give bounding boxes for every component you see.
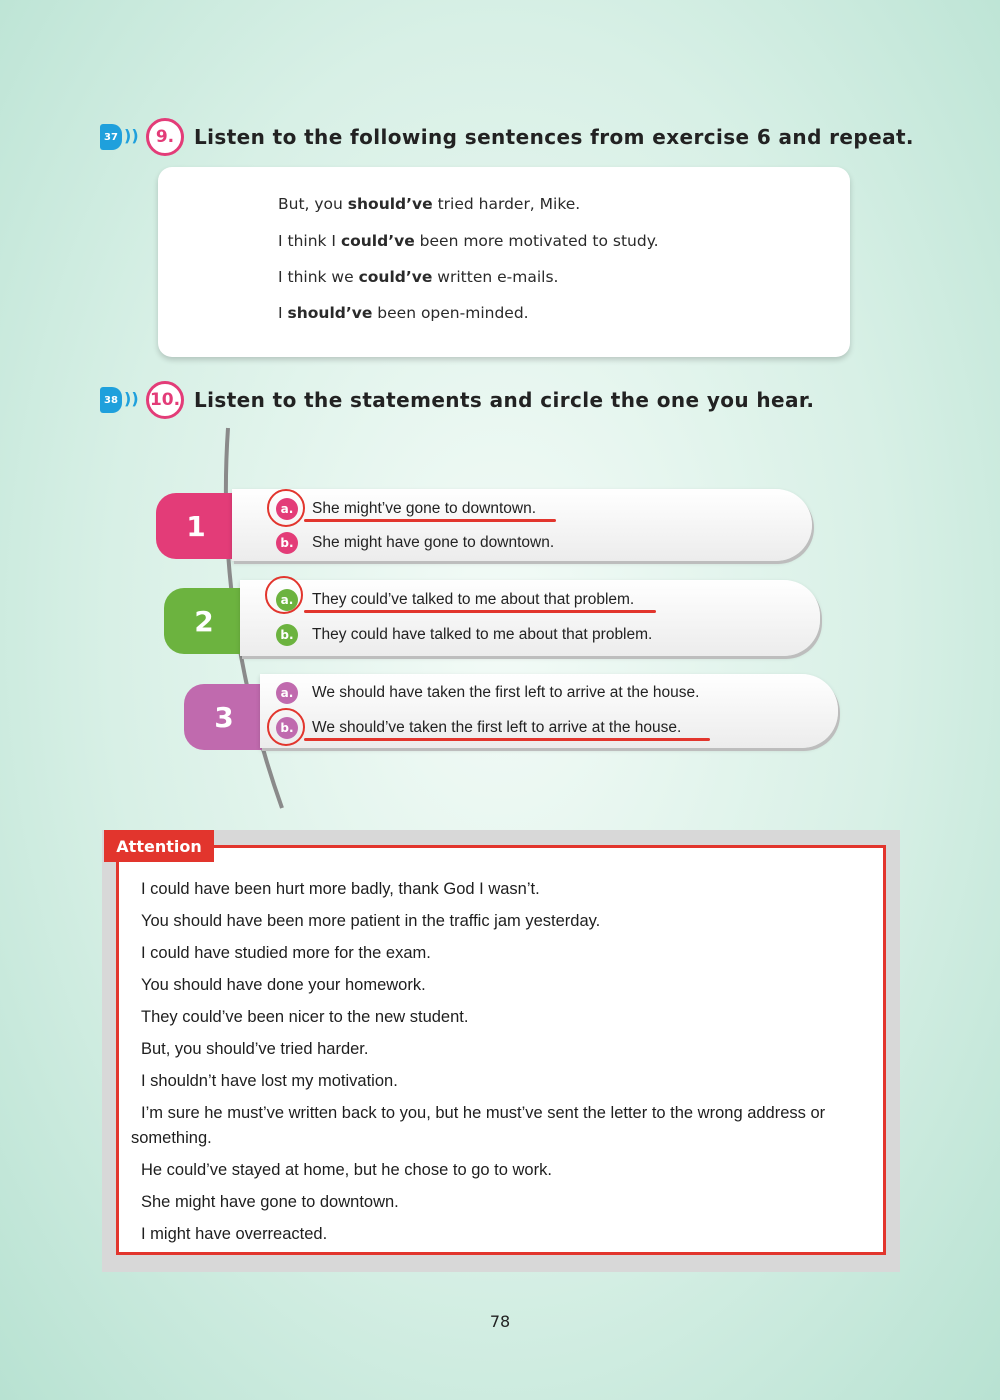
option-2a[interactable] [276, 588, 634, 612]
sentence-line: I should’ve been open-minded. [278, 304, 529, 322]
attention-line: She might have gone to downtown. [141, 1193, 399, 1211]
option-text: We should have taken the first left to arrive at the house. [312, 684, 700, 701]
option-letter: a. [276, 498, 298, 520]
item-number-2: 2 [164, 588, 244, 654]
option-letter: b. [276, 532, 298, 554]
option-letter: b. [276, 717, 298, 739]
attention-line: I shouldn’t have lost my motivation. [141, 1072, 398, 1090]
answer-circle-mark [267, 708, 305, 746]
item-number-1: 1 [156, 493, 236, 559]
attention-line: You should have done your homework. [141, 976, 426, 994]
option-text: They could’ve talked to me about that problem. [312, 591, 635, 608]
audio-track-number: 38 [104, 394, 118, 406]
attention-label: Attention [104, 830, 214, 862]
option-text: We should’ve taken the first left to arrive at the house. [312, 719, 682, 736]
answer-underline-mark [304, 738, 710, 741]
answer-circle-mark [265, 576, 303, 614]
attention-line: I could have been hurt more badly, thank God I wasn’t. [141, 880, 540, 898]
attention-line: They could’ve been nicer to the new student. [141, 1008, 469, 1026]
exercise-title: Listen to the statements and circle the one you hear. [194, 388, 815, 412]
exercise-number: 10. [146, 381, 184, 419]
audio-track-number: 37 [104, 131, 118, 143]
attention-line: He could’ve stayed at home, but he chose to go to work. [141, 1161, 552, 1179]
sentence-line: But, you should’ve tried harder, Mike. [278, 195, 581, 213]
option-letter: a. [276, 589, 298, 611]
sentence-line: I think we could’ve written e-mails. [278, 268, 559, 286]
attention-line: I might have overreacted. [141, 1225, 328, 1243]
page-number: 78 [489, 1312, 511, 1331]
option-3a[interactable] [276, 681, 699, 705]
option-1b[interactable] [276, 531, 554, 555]
answer-underline-mark [304, 610, 656, 613]
option-3b[interactable] [276, 716, 681, 740]
sound-waves-icon: )) [124, 126, 139, 145]
attention-line: I’m sure he must’ve written back to you, but he must’ve sent the letter to the wrong address or something. [131, 1104, 826, 1147]
answer-underline-mark [304, 519, 556, 522]
option-text: She might’ve gone to downtown. [312, 500, 537, 517]
item-number-3: 3 [184, 684, 264, 750]
option-letter: a. [276, 682, 298, 704]
option-text: She might have gone to downtown. [312, 534, 555, 551]
option-text: They could have talked to me about that problem. [312, 626, 653, 643]
answer-circle-mark [267, 489, 305, 527]
option-1a[interactable] [276, 497, 536, 521]
exercise-title: Listen to the following sentences from exercise 6 and repeat. [194, 125, 914, 149]
option-letter: b. [276, 624, 298, 646]
option-2b[interactable] [276, 623, 652, 647]
attention-line: I could have studied more for the exam. [141, 944, 431, 962]
sentence-line: I think I could’ve been more motivated to study. [278, 232, 659, 250]
attention-line: You should have been more patient in the traffic jam yesterday. [141, 912, 601, 930]
exercise-number: 9. [146, 118, 184, 156]
sound-waves-icon: )) [124, 389, 139, 408]
attention-line: But, you should’ve tried harder. [141, 1040, 369, 1058]
